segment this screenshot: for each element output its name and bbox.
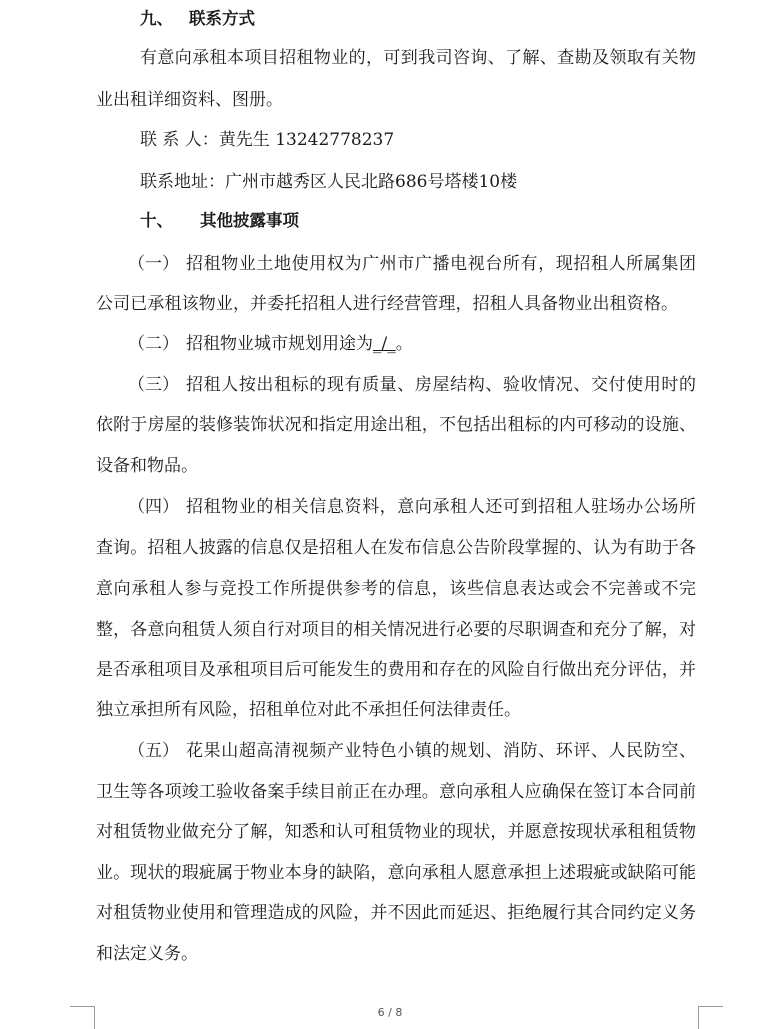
section-10-title: 其他披露事项: [200, 211, 299, 230]
section-9-title: 联系方式: [189, 9, 255, 28]
contact-address: [140, 171, 517, 193]
item-4-line-4: 整，各意向租赁人须自行对项目的相关情况进行必要的尽职调查和充分了解，对: [96, 620, 696, 640]
item-3-label: （三）: [128, 375, 179, 395]
contact-person: [140, 129, 394, 151]
section-9-heading: [140, 8, 255, 30]
item-5-line-1: 花果山超高清视频产业特色小镇的规划、消防、环评、人民防空、: [186, 741, 696, 761]
contact-address-label: 联系地址：: [140, 172, 225, 192]
item-4-line-1: 招租物业的相关信息资料，意向承租人还可到招租人驻场办公场所: [186, 497, 696, 517]
section-9-number: 九、: [140, 9, 173, 28]
section-10-number: 十、: [140, 211, 173, 230]
item-5-line-6: 和法定义务。: [96, 944, 198, 964]
item-5-label: （五）: [128, 741, 179, 761]
item-2-text: [186, 333, 413, 355]
contact-person-value: 黄先生 13242778237: [218, 130, 395, 150]
item-4-line-2: 查询。招租人披露的信息仅是招租人在发布信息公告阶段掌握的、认为有助于各: [96, 538, 696, 558]
item-1-line-1: 招租物业土地使用权为广州市广播电视台所有，现招租人所属集团: [186, 254, 696, 274]
section-9-intro-line-1: 有意向承租本项目招租物业的，可到我司咨询、了解、查勘及领取有关物: [140, 48, 696, 68]
section-10-heading: [140, 210, 299, 232]
item-4-line-6: 独立承担所有风险，招租单位对此不承担任何法律责任。: [96, 700, 521, 720]
section-9-intro-line-2: 业出租详细资料、图册。: [96, 90, 283, 110]
item-2-text-after: 。: [395, 334, 413, 354]
item-5-line-2: 卫生等各项竣工验收备案手续目前正在办理。意向承租人应确保在签订本合同前: [96, 782, 696, 802]
item-5-line-3: 对租赁物业做充分了解，知悉和认可租赁物业的现状，并愿意按现状承租租赁物: [96, 822, 696, 842]
item-5-line-5: 对租赁物业使用和管理造成的风险，并不因此而延迟、拒绝履行其合同约定义务: [96, 903, 696, 923]
contact-person-label: 联 系 人：: [140, 130, 219, 150]
item-3-line-2: 依附于房屋的装修装饰状况和指定用途出租，不包括出租标的内可移动的设施、: [96, 415, 696, 435]
item-2-underlined-value: _/_: [373, 334, 396, 354]
item-4-label: （四）: [128, 497, 179, 517]
item-2-label: （二）: [128, 334, 179, 354]
contact-address-value: 广州市越秀区人民北路686号塔楼10楼: [225, 172, 518, 192]
item-5-line-4: 业。现状的瑕疵属于物业本身的缺陷，意向承租人愿意承担上述瑕疵或缺陷可能: [96, 863, 696, 883]
item-3-line-3: 设备和物品。: [96, 456, 198, 476]
item-1-label: （一）: [128, 254, 179, 274]
item-4-line-5: 是否承租项目及承租项目后可能发生的费用和存在的风险自行做出充分评估，并: [96, 660, 696, 680]
item-2-text-before: 招租物业城市规划用途为: [186, 334, 373, 354]
item-3-line-1: 招租人按出租标的现有质量、房屋结构、验收情况、交付使用时的: [186, 375, 696, 395]
item-1-line-2: 公司已承租该物业，并委托招租人进行经营管理，招租人具备物业出租资格。: [96, 294, 678, 314]
item-4-line-3: 意向承租人参与竞投工作所提供参考的信息，该些信息表达或会不完善或不完: [96, 579, 696, 599]
page-number: 6 / 8: [377, 1006, 403, 1019]
